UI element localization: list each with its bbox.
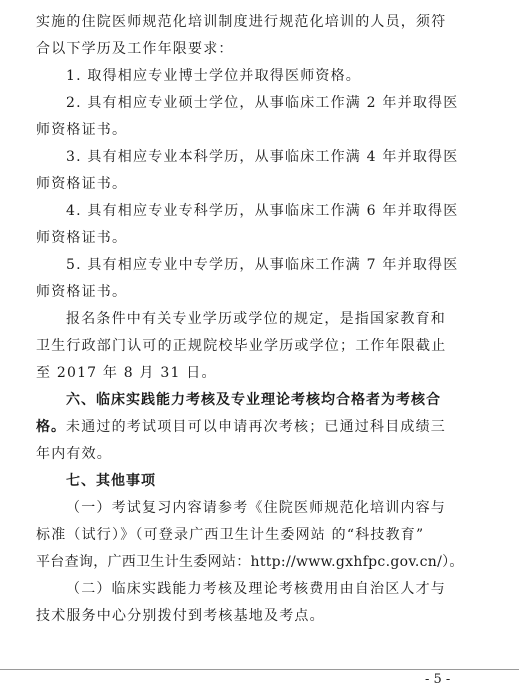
text-line: 师资格证书。 bbox=[36, 122, 128, 138]
text-line: 报名条件中有关专业学历或学位的规定，是指国家教育和 bbox=[66, 311, 446, 327]
text-line: 实施的住院医师规范化培训制度进行规范化培训的人员，须符 bbox=[36, 14, 447, 30]
text-line: 师资格证书。 bbox=[36, 176, 128, 192]
list-item-1: 1. 取得相应专业博士学位并取得医师资格。 bbox=[66, 68, 362, 84]
text-line: 至 2017 年 8 月 31 日。 bbox=[36, 365, 217, 381]
text-line: 卫生行政部门认可的正规院校毕业学历或学位；工作年限截止 bbox=[36, 338, 447, 354]
section-heading-7: 七、其他事项 bbox=[66, 473, 156, 489]
text-line: 未通过的考试项目可以申请再次考核；已通过科目成绩三 bbox=[66, 419, 446, 435]
text-line: （一）考试复习内容请参考《住院医师规范化培训内容与 bbox=[66, 500, 446, 516]
text-line: 技术服务中心分别拨付到考核基地及考点。 bbox=[36, 608, 325, 624]
list-item-2: 2. 具有相应专业硕士学位，从事临床工作满 2 年并取得医 bbox=[66, 95, 459, 111]
footer-rule bbox=[0, 669, 519, 670]
text-line: 师资格证书。 bbox=[36, 284, 128, 300]
text-line: 年内有效。 bbox=[36, 446, 112, 462]
text-line: 合以下学历及工作年限要求： bbox=[36, 41, 234, 57]
text-line: （二）临床实践能力考核及理论考核费用由自治区人才与 bbox=[66, 581, 446, 597]
section-heading-6-cont: 格。 bbox=[36, 419, 66, 435]
page-number: - 5 - bbox=[425, 672, 451, 687]
text-line: 平台查询，广西卫生计生委网站：http://www.gxhfpc.gov.cn/）。 bbox=[36, 554, 464, 570]
list-item-4: 4. 具有相应专业专科学历，从事临床工作满 6 年并取得医 bbox=[66, 203, 459, 219]
text-line: 标准（试行）》（可登录广西卫生计生委网站 的“科技教育” bbox=[36, 527, 425, 543]
list-item-5: 5. 具有相应专业中专学历，从事临床工作满 7 年并取得医 bbox=[66, 257, 459, 273]
section-heading-6: 六、临床实践能力考核及专业理论考核均合格者为考核合 bbox=[66, 392, 441, 408]
list-item-3: 3. 具有相应专业本科学历，从事临床工作满 4 年并取得医 bbox=[66, 149, 459, 165]
text-line: 师资格证书。 bbox=[36, 230, 128, 246]
